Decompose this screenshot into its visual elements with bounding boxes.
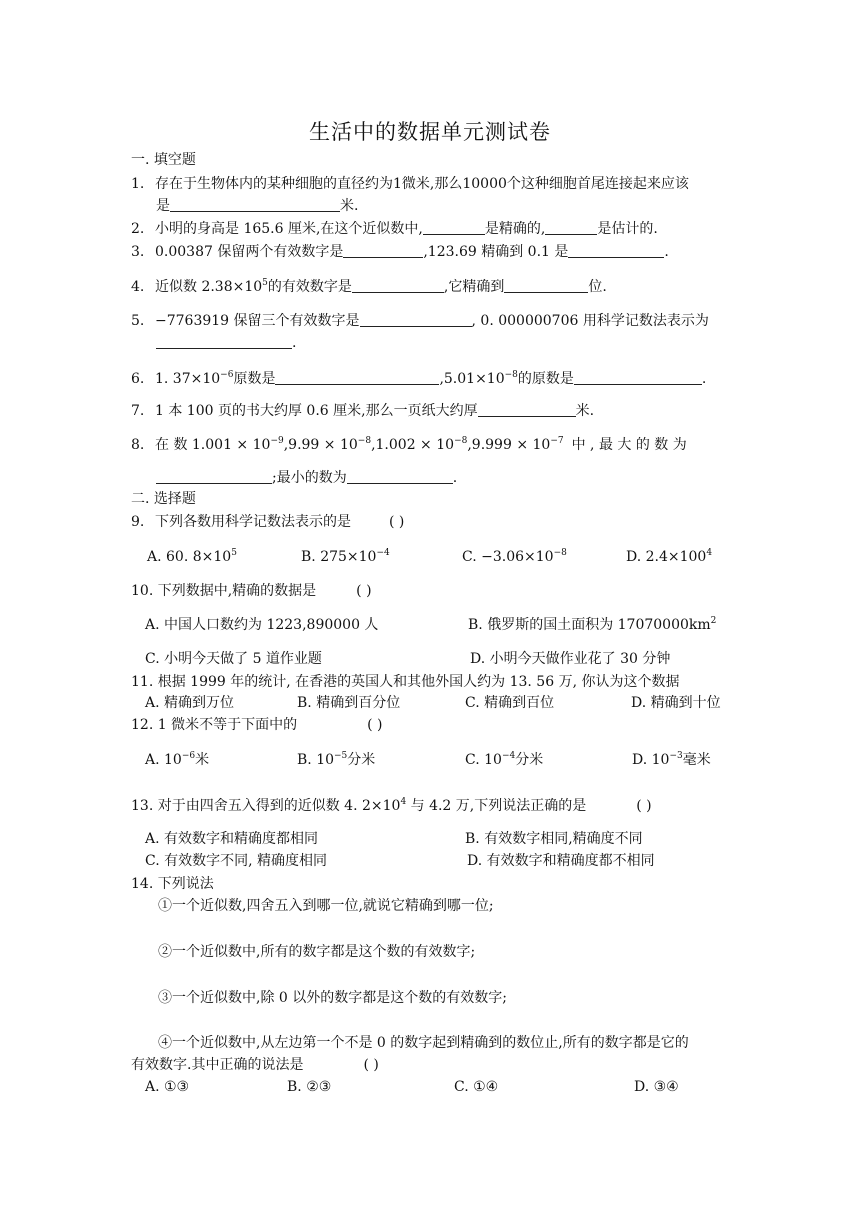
answer-blank[interactable] <box>504 278 588 293</box>
question-2: 2. 小明的身高是 165.6 厘米,在这个近似数中, 是精确的, 是估计的. <box>131 221 658 237</box>
q13-option-b[interactable]: B. 有效数字相同,精确度不同 <box>465 831 643 847</box>
question-9: 9. 下列各数用科学记数法表示的是 ( ) <box>131 514 405 530</box>
q9-option-d[interactable]: D. $2.4\times 100^4$ <box>626 548 713 565</box>
question-4: 4. 近似数 $2.38\times 10^5$的有效数字是 ,它精确到 位. <box>131 278 607 295</box>
q13-option-c[interactable]: C. 有效数字不同, 精确度相同 <box>145 853 328 869</box>
answer-blank[interactable] <box>352 278 444 293</box>
q14-option-b[interactable]: B. ②③ <box>287 1079 332 1095</box>
answer-blank[interactable] <box>275 370 439 385</box>
q12-option-d[interactable]: D. $10^{-3}$毫米 <box>632 751 711 768</box>
q14-option-c[interactable]: C. ①④ <box>454 1079 499 1095</box>
answer-blank[interactable] <box>423 220 485 235</box>
answer-blank[interactable] <box>478 402 576 417</box>
question-11: 11. 根据 1999 年的统计, 在香港的英国人和其他外国人约为 13. 56 万, 你认为这个数据 <box>131 674 680 690</box>
answer-blank[interactable] <box>347 469 453 484</box>
question-1: 1. 存在于生物体内的某种细胞的直径约为1微米,那么10000个这种细胞首尾连接起来应该 <box>131 176 689 192</box>
question-13: 13. 对于由四舍五入得到的近似数 4. $2\times 10^4$ 与 4.2 万,下列说法正确的是 ( ) <box>131 797 652 814</box>
q9-option-b[interactable]: B. $275\times 10^{-4}$ <box>301 548 390 565</box>
question-6: 6. 1. $37\times 10^{-6}$原数是 $,5.01\times 10^{-8}$的原数是 . <box>131 370 707 387</box>
q14-option-d[interactable]: D. ③④ <box>634 1079 679 1095</box>
q10-option-b[interactable]: B. 俄罗斯的国土面积为 $17070000km^2$ <box>468 616 717 633</box>
answer-blank[interactable] <box>360 312 472 327</box>
statement-4-line2: 有效数字.其中正确的说法是 ( ) <box>131 1057 379 1073</box>
answer-blank[interactable] <box>343 243 423 258</box>
question-14: 14. 下列说法 <box>131 876 214 892</box>
answer-blank[interactable] <box>170 197 340 212</box>
question-1-line2: 是 米. <box>156 198 359 214</box>
q9-option-c[interactable]: C. $-3.06\times 10^{-8}$ <box>462 548 567 565</box>
page-title: 生活中的数据单元测试卷 <box>309 120 551 144</box>
question-8: 8. 在 数 $1.001 \times 10^{-9},9.99 \times 10^{-8},1.002 \times 10^{-8},9.999 \times 10^{-7}$ 中 , 最 大 的 数 为 <box>131 436 687 453</box>
q10-option-c[interactable]: C. 小明今天做了 5 道作业题 <box>145 651 322 667</box>
statement-3: ③一个近似数中,除 0 以外的数字都是这个数的有效数字; <box>158 990 507 1006</box>
q12-option-c[interactable]: C. $10^{-4}$分米 <box>465 751 544 768</box>
q13-option-a[interactable]: A. 有效数字和精确度都相同 <box>145 831 319 847</box>
question-5-line2: . <box>156 334 296 352</box>
statement-4: ④一个近似数中,从左边第一个不是 0 的数字起到精确到的数位止,所有的数字都是它的 <box>158 1035 689 1051</box>
q10-option-d[interactable]: D. 小明今天做作业花了 30 分钟 <box>470 651 671 667</box>
q12-option-a[interactable]: A. $10^{-6}$米 <box>145 751 210 768</box>
question-10: 10. 下列数据中,精确的数据是 ( ) <box>131 583 372 599</box>
question-5: 5. −7763919 保留三个有效数字是 , 0. 000000706 用科学记数法表示为 <box>131 313 709 329</box>
answer-blank[interactable] <box>156 334 292 349</box>
question-7: 7. 1 本 100 页的书大约厚 0.6 厘米,那么一页纸大约厚 米. <box>131 403 595 419</box>
q11-option-a[interactable]: A. 精确到万位 <box>145 695 235 711</box>
q12-option-b[interactable]: B. $10^{-5}$分米 <box>297 751 376 768</box>
answer-blank[interactable] <box>545 220 597 235</box>
q11-option-c[interactable]: C. 精确到百位 <box>465 695 555 711</box>
q11-option-d[interactable]: D. 精确到十位 <box>631 695 721 711</box>
question-12: 12. 1 微米不等于下面中的 ( ) <box>131 717 383 733</box>
answer-blank[interactable] <box>568 243 664 258</box>
statement-2: ②一个近似数中,所有的数字都是这个数的有效数字; <box>158 944 476 960</box>
answer-blank[interactable] <box>574 370 702 385</box>
q14-option-a[interactable]: A. ①③ <box>145 1079 190 1095</box>
section-fill-blank: 一. 填空题 <box>131 152 196 168</box>
section-multiple-choice: 二. 选择题 <box>131 491 196 507</box>
q9-option-a[interactable]: A. 60. $8\times 10^5$ <box>147 548 237 565</box>
q11-option-b[interactable]: B. 精确到百分位 <box>297 695 401 711</box>
q10-option-a[interactable]: A. 中国人口数约为 1223,890000 人 <box>145 617 379 633</box>
q13-option-d[interactable]: D. 有效数字和精确度都不相同 <box>467 853 655 869</box>
answer-blank[interactable] <box>156 469 272 484</box>
statement-1: ①一个近似数,四舍五入到哪一位,就说它精确到哪一位; <box>158 898 494 914</box>
question-3: 3. 0.00387 保留两个有效数字是 ,123.69 精确到 0.1 是 . <box>131 244 669 260</box>
question-8-line2: ;最小的数为 . <box>156 469 457 487</box>
